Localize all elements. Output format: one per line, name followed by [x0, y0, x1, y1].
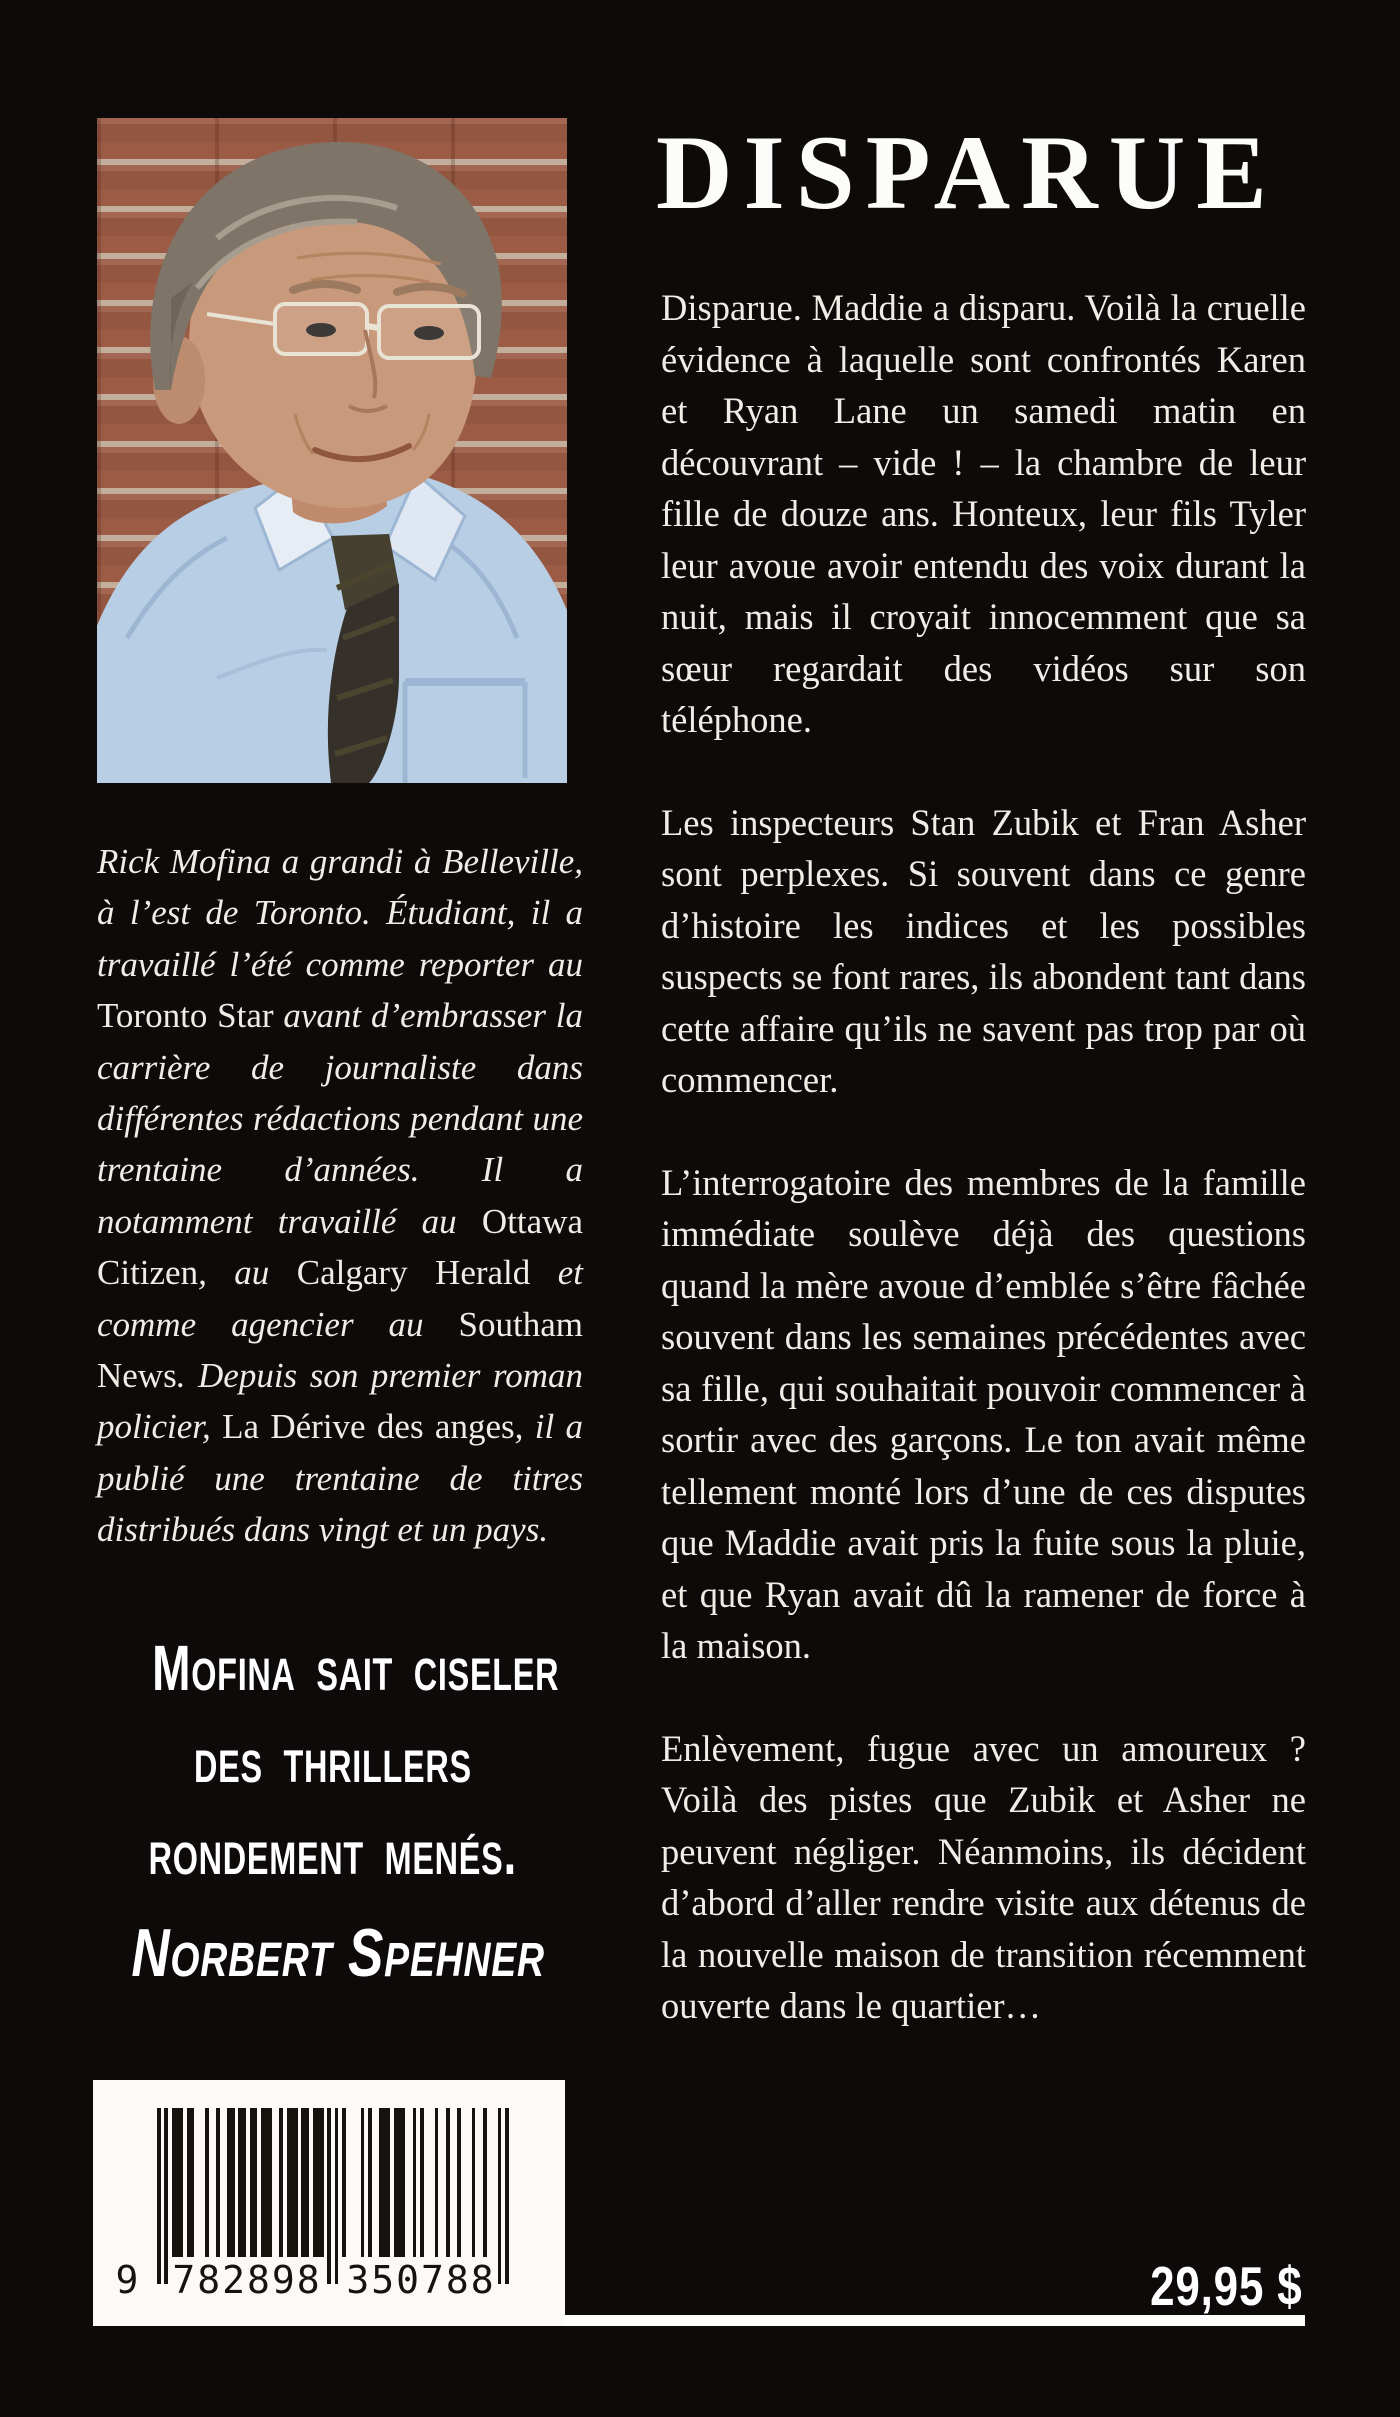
bio-text-segment: . Depuis son premier roman policier, — [97, 1356, 583, 1447]
bio-title-segment: Ottawa Citizen — [97, 1201, 583, 1293]
synopsis-paragraph-3: L’interrogatoire des membres de la famille immédiate soulève déjà des questions quand la mère avoue d’emblée s’être fâchée souvent dans les semaines précédentes avec sa fille, qui souhaitait pouvoir commencer à sortir avec des garçons. Le ton avait même tellement monté lors d’une de ces disputes que Maddie avait pris la fuite sous la pluie, et que Ryan avait dû la ramener de force à la maison. — [661, 1161, 1306, 1666]
synopsis-paragraph-4: Enlèvement, fugue avec un amoureux ? Voilà des pistes que Zubik et Asher ne peuvent négliger. Néanmoins, ils décident d’abord d’aller rendre visite aux détenus de la nouvelle maison de transition récemment ouverte dans le quartier… — [661, 1727, 1306, 2026]
author-portrait-illustration — [97, 118, 567, 783]
author-photo — [97, 118, 567, 783]
bio-text-segment: Rick Mofina a grandi à Belleville, à l’est de Toronto. Étudiant, il a travaillé l’été comme reporter au — [97, 842, 583, 984]
bio-text-segment: et comme agencier au — [97, 1253, 583, 1344]
barcode-digit-first: 9 — [115, 2258, 139, 2302]
barcode — [93, 2080, 565, 2326]
bio-text-segment: avant d’embrasser la carrière de journaliste dans différentes rédactions pendant une trentaine d’années. Il a notamment travaillé au — [97, 996, 583, 1241]
quote-line: rondement menés. — [148, 1816, 518, 1888]
quote-line: des thrillers — [194, 1724, 472, 1796]
bio-text-segment: , au — [198, 1253, 297, 1293]
bio-title-segment: Calgary Herald — [296, 1253, 531, 1293]
synopsis-paragraph-2: Les inspecteurs Stan Zubik et Fran Asher sont perplexes. Si souvent dans ce genre d’histoire les indices et les possibles suspects se font rares, ils abondent tant dans cette affaire qu’ils ne savent pas trop par où commencer. — [661, 801, 1306, 1100]
author-bio — [97, 836, 583, 1556]
page-title: DISPARUE — [656, 114, 1278, 231]
barcode-digits-right: 350788 — [346, 2258, 496, 2302]
barcode-digits-left: 782898 — [172, 2258, 322, 2302]
synopsis-paragraph-1: Disparue. Maddie a disparu. Voilà la cruelle évidence à laquelle sont confrontés Karen et Ryan Lane un samedi matin en découvrant – vide ! – la chambre de leur fille de douze ans. Honteux, leur fils Tyler leur avoue avoir entendu des voix durant la nuit, mais il croyait innocemment que sa sœur regardait des vidéos sur son téléphone. — [661, 287, 1306, 740]
synopsis — [661, 282, 1306, 2083]
bio-title-segment: La Dérive des anges — [222, 1407, 515, 1447]
price-label: 29,95 $ — [1150, 2255, 1303, 2317]
quote-line: Mofina sait ciseler — [152, 1632, 560, 1704]
bio-text-segment: , il a publié une trentaine de titres distribués dans vingt et un pays. — [97, 1407, 584, 1550]
quote-attribution: Norbert Spehner — [131, 1915, 545, 1991]
bio-title-segment: Toronto Star — [97, 996, 274, 1036]
bio-title-segment: Southam News — [97, 1304, 583, 1396]
endorsement-quote — [73, 1622, 593, 1990]
